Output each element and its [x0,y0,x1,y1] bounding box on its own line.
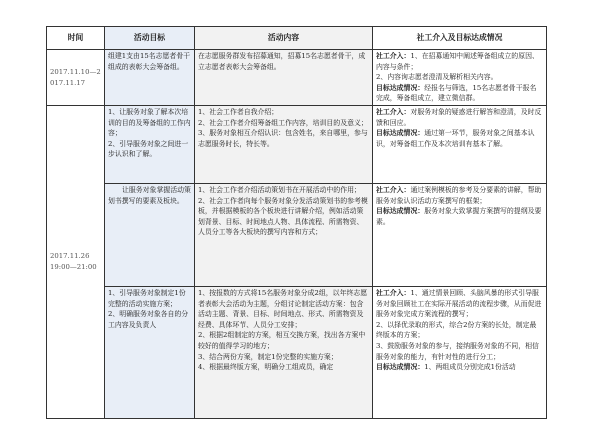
header-intervention: 社工介入及目标达成情况 [373,27,547,50]
intervention-label: 社工介入： [376,108,411,116]
content-line: 1、社会工作者介绍活动策划书在开展活动中的作用； [198,186,361,194]
intervention-line [376,83,543,104]
intervention-label: 社工介入： [376,186,411,194]
intervention-label: 社工介入： [376,289,411,297]
content-line: 4、根据最终版方案，明确分工组成员，确定 [198,363,334,372]
intervention-text: 通过第一环节，服务对象之间基本认识，对筹备组工作及本次培训有基本了解。 [376,129,535,148]
row-goal [105,50,195,106]
activity-table [46,26,547,419]
row-goal [105,287,195,419]
goal-line: 2、引导服务对象之间进一步认识和了解。 [108,139,189,159]
intervention-line [376,288,543,320]
goal-line: 2、明确服务对象各自的分工内容及负责人 [108,310,189,329]
intervention-line [376,72,543,83]
row-goal [105,106,195,184]
intervention-line [376,128,543,149]
content-line: 在志愿服务群发布招募通知，招募15名志愿者骨干，成立志愿者表彰大会筹备组。 [198,52,366,71]
intervention-label: 目标达成情况： [376,207,425,216]
intervention-line [376,320,543,341]
table-row [47,106,547,184]
intervention-line [376,341,543,362]
intervention-label: 社工介入： [376,52,411,60]
table-row [47,287,547,419]
content-line: 2、社会工作者介绍筹备组工作内容，培训目的及意义； [198,118,368,127]
intervention-line [376,107,543,128]
row-content [195,50,373,106]
content-line: 2、根据2组制定的方案，相互交换方案，找出各方案中较好的值得学习的地方； [198,331,366,350]
table-header-row [47,27,547,50]
intervention-text: 1、在招募通知中阐述筹备组成立的原因、内容与条件； [376,52,539,71]
row-intervention [373,50,547,106]
row-time: 2017.11.10—2017.11.17 [47,50,105,106]
row-intervention [373,106,547,184]
intervention-text: 服务对象大致掌握方案撰写的提纲及要素。 [376,207,542,226]
intervention-text: 3、鼓励服务对象的参与，接纳服务对象的不同，相信服务对象的能力，有针对性的进行分工； [376,341,539,361]
intervention-text: 1、两组成员分别完成1份活动 [424,363,516,372]
intervention-label: 目标达成情况： [376,129,425,138]
intervention-label: 目标达成情况： [376,363,425,372]
table-row [47,184,547,287]
row-content [195,287,373,419]
row-content [195,184,373,287]
header-goal: 活动目标 [105,27,195,50]
goal-line: 让服务对象掌握活动策划书撰写的要素及板块。 [108,186,191,205]
intervention-label: 目标达成情况： [376,83,425,92]
goal-line: 组建1支由15名志愿者骨干组成的表彰大会筹备组。 [108,52,191,71]
goal-line: 1、让服务对象了解本次培训的目的及筹备组的工作内容； [108,108,191,138]
intervention-text: 对服务对象的疑惑进行解答和澄清，及时反馈和回应。 [376,108,542,127]
intervention-line [376,185,543,206]
content-line: 1、按报数的方式将15名服务对象分成2组，以年终志愿者表彰大会活动为主题，分组讨论制定活动方案：包含活动主题、背景、目标、时间地点、形式、所需物资及经费、具体环节、人员分工安排； [198,289,368,329]
intervention-text: 2、内容询志愿者澄清及解析相关内容。 [376,73,498,82]
intervention-text: 通过案例模板的参考及分要素的讲解，帮助服务对象认识活动方案撰写的框架； [376,186,542,205]
row-intervention [373,184,547,287]
content-line: 3、结合两份方案，制定1份完整的实施方案； [198,352,338,361]
intervention-text: 2、以择优录取的形式，综合2份方案的长处，制定最终版本的方案； [376,320,537,340]
table-row [47,50,547,106]
intervention-line [376,206,543,227]
row-content [195,106,373,184]
row-intervention [373,287,547,419]
row-time: 2017.11.26 19:00—21:00 [47,106,105,419]
header-content: 活动内容 [195,27,373,50]
header-time: 时间 [47,27,105,50]
intervention-text: 经报名与筛选，15名志愿者骨干报名完成，筹备组成立，建立微信群。 [376,83,537,103]
content-line: 1、社会工作者自我介绍； [198,108,279,116]
goal-line: 1、引导服务对象制定1份完整的活动实施方案； [108,289,186,308]
content-line: 2、社会工作者向每个服务对象分发活动策划书的参考模板，并根据模板的各个板块进行讲解介绍，例如活动策划背景、目标、时间地点人物、具体流程、所需物资、人员分工等各大板块的撰写内容和方式； [198,196,368,237]
row-goal [105,184,195,287]
intervention-text: 1、通过情景回顾、头脑风暴的形式引导服务对象回顾社工在实际开展活动的流程步骤，从而促进服务对象完成方案流程的撰写； [376,289,542,319]
intervention-line [376,362,543,373]
intervention-line [376,51,543,72]
content-line: 3、服务对象相互介绍认识：包含姓名，来自哪里，参与志愿服务时长，特长等。 [198,129,368,148]
